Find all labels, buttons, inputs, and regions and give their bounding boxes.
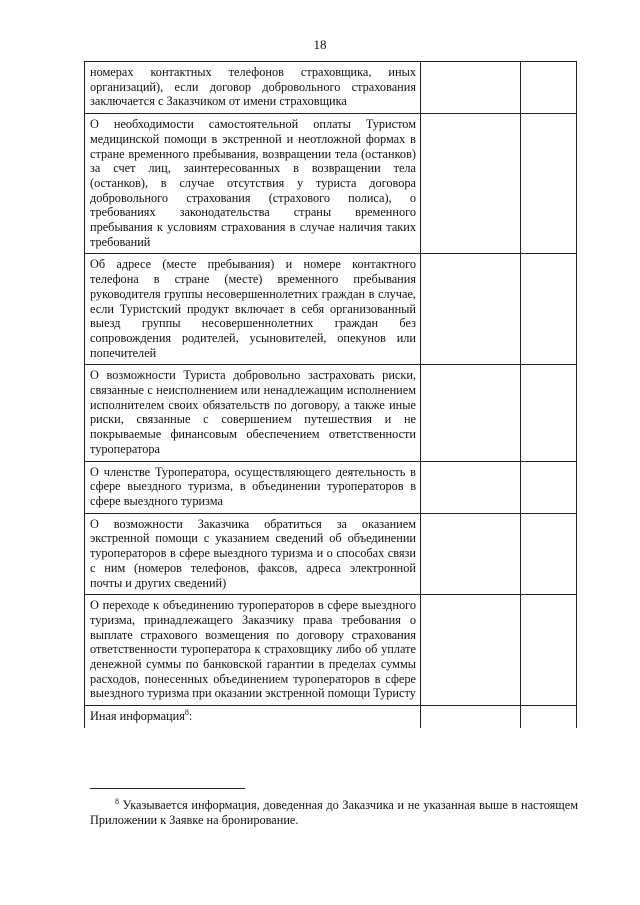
footnote-text: Указывается информация, доведенная до Заказчика и не указанная выше в настоящем Приложении к Заявке на бронирование. [90, 798, 578, 827]
table-row [85, 461, 577, 513]
page-number: 18 [313, 37, 327, 52]
table-row [85, 365, 577, 461]
information-table [84, 61, 577, 728]
empty-cell [521, 706, 577, 728]
empty-cell [421, 114, 521, 254]
table-row [85, 62, 577, 114]
empty-cell [521, 365, 577, 461]
table-row [85, 513, 577, 595]
empty-cell [521, 513, 577, 595]
empty-cell [421, 254, 521, 365]
row-text: номерах контактных телефонов страховщика, иных организаций), если договор добровольного страхования заключается с Заказчиком от имени страховщика [85, 62, 421, 114]
empty-cell [421, 706, 521, 728]
row-text: О возможности Туриста добровольно застраховать риски, связанные с неисполнением или ненадлежащим исполнением исполнителем своих обязательств по договору, а также иные риски, связанные с совершением путешествия и не покрываемые финансовым обеспечением ответственности туроператора [85, 365, 421, 461]
empty-cell [421, 461, 521, 513]
row-text: Об адресе (месте пребывания) и номере контактного телефона в стране (месте) временного пребывания руководителя группы несовершеннолетних граждан в случае, если Туристский продукт включает в себя организованный выезд группы несовершеннолетних граждан без сопровождения родителей, усыновителей, опекунов или попечителей [85, 254, 421, 365]
table-row [85, 114, 577, 254]
empty-cell [521, 62, 577, 114]
empty-cell [521, 595, 577, 706]
empty-cell [421, 595, 521, 706]
table-row [85, 254, 577, 365]
empty-cell [521, 114, 577, 254]
row-text: О необходимости самостоятельной оплаты Туристом медицинской помощи в экстренной и неотложной формах в стране временного пребывания, возвращении тела (останков) за счет лиц, заинтересованных в возвращении тела (останков), в случае отсутствия у туриста договора добровольного страхования (страхового полиса), о требованиях законодательства страны временного пребывания к условиям страхования в случае наличия таких требований [85, 114, 421, 254]
other-info-cell [85, 706, 421, 728]
table-row [85, 595, 577, 706]
other-info-colon: : [188, 709, 193, 724]
table-row [85, 706, 577, 728]
row-text: О возможности Заказчика обратиться за оказанием экстренной помощи с указанием сведений об объединении туроператоров в сфере выездного туризма и о способах связи с ним (номеров телефонов, факсов, адреса электронной почты и других сведений) [85, 513, 421, 595]
other-info-label: Иная информация [90, 709, 185, 724]
empty-cell [421, 365, 521, 461]
empty-cell [421, 513, 521, 595]
row-text: О членстве Туроператора, осуществляющего деятельность в сфере выездного туризма, в объединении туроператоров в сфере выездного туризма [85, 461, 421, 513]
empty-cell [521, 254, 577, 365]
empty-cell [421, 62, 521, 114]
footnote-reference: 8 [184, 708, 189, 718]
footnote [90, 798, 578, 828]
footnote-mark: 8 [115, 796, 119, 806]
footnote-divider [90, 788, 245, 789]
empty-cell [521, 461, 577, 513]
row-text: О переходе к объединению туроператоров в сфере выездного туризма, принадлежащего Заказчику права требования о выплате страхового возмещения по договору страхования ответственности туроператора к страховщику либо об уплате денежной суммы по банковской гарантии в пределах суммы расходов, понесенных объединением туроператоров в сфере выездного туризма при оказании экстренной помощи Туристу [85, 595, 421, 706]
